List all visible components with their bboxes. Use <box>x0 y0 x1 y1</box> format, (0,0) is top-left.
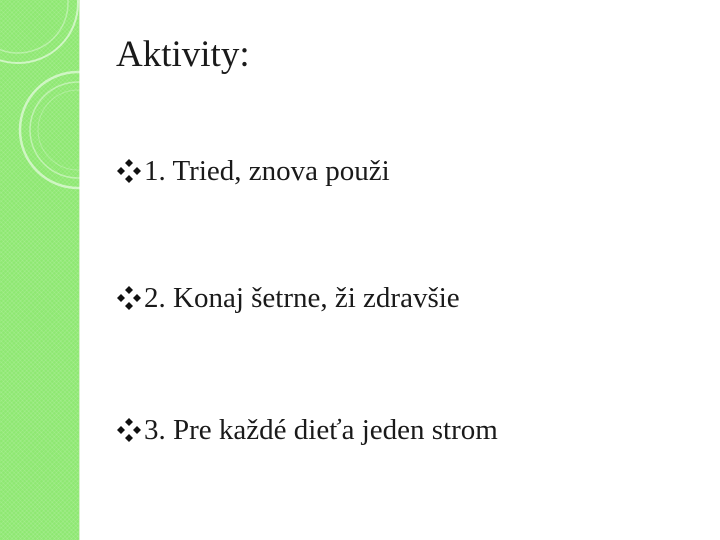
diamond-quad-bullet-icon <box>116 158 142 184</box>
slide-title: Aktivity: <box>116 34 250 75</box>
diamond-quad-bullet-icon <box>116 285 142 311</box>
list-item <box>116 410 498 450</box>
bullet-text: 3. Pre každé dieťa jeden strom <box>144 414 498 446</box>
bullet-text: 1. Tried, znova použi <box>144 155 390 187</box>
bullet-text: 2. Konaj šetrne, ži zdravšie <box>144 282 460 314</box>
list-item <box>116 278 460 318</box>
diamond-quad-bullet-icon <box>116 417 142 443</box>
list-item <box>116 151 390 191</box>
